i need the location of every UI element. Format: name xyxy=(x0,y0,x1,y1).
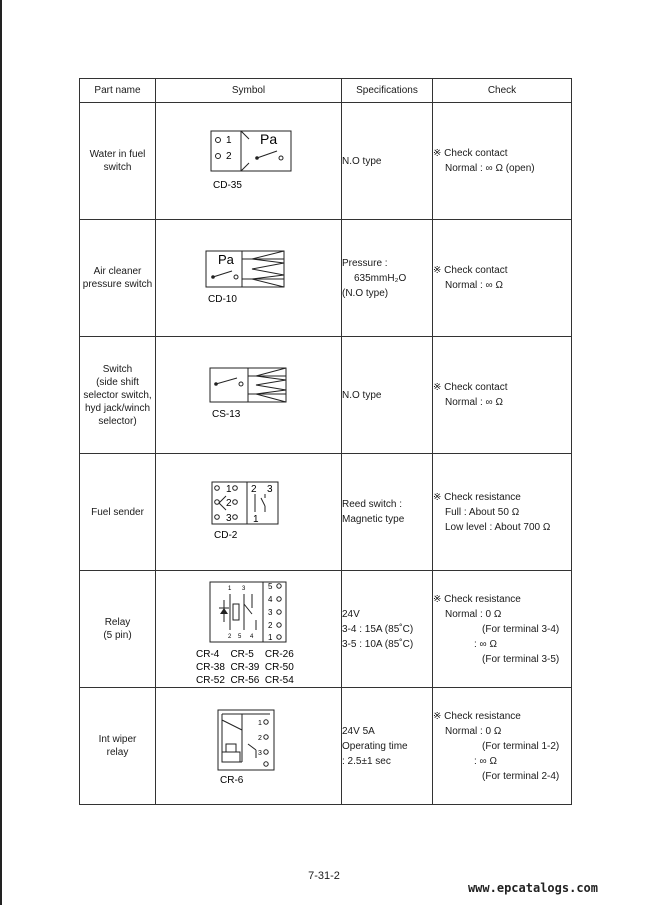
pressure-label: Pa xyxy=(218,252,234,267)
part-name-cell xyxy=(80,571,156,688)
connector-code: CR-6 xyxy=(220,775,244,786)
connector-code: CD-2 xyxy=(214,530,238,541)
check-line: ※ Check contact xyxy=(433,382,508,393)
spec-line: 24V xyxy=(342,608,360,620)
pin-label: 2 xyxy=(226,151,232,162)
pin-label: 2 xyxy=(226,498,232,509)
fuel-sender-symbol xyxy=(156,480,342,544)
pin-label: 1 xyxy=(253,514,259,525)
symbol-cell xyxy=(156,103,342,220)
check-cell xyxy=(433,688,572,805)
check-line: Normal : ∞ Ω xyxy=(445,397,503,408)
part-name-cell xyxy=(80,688,156,805)
check-cell xyxy=(433,454,572,571)
pin-label: 1 xyxy=(268,633,273,642)
pin-label: 2 xyxy=(251,484,257,495)
symbol-cell xyxy=(156,337,342,454)
spec-line: 3-5 : 10A (85˚C) xyxy=(342,638,414,650)
page-number: 7-31-2 xyxy=(308,870,340,882)
check-line: Normal : ∞ Ω xyxy=(445,280,503,291)
spec-line: Pressure : xyxy=(342,257,388,269)
part-name-line: Int wiper xyxy=(98,734,137,745)
check-line: (For terminal 3-4) xyxy=(482,623,560,635)
connector-code: CR-4 CR-5 CR-26 xyxy=(196,649,294,660)
spec-cell xyxy=(342,454,433,571)
symbol-cell xyxy=(156,454,342,571)
check-line: Low level : About 700 Ω xyxy=(445,521,551,533)
check-line: Full : About 50 Ω xyxy=(445,506,520,518)
spec-line: N.O type xyxy=(342,389,382,401)
part-name-line: selector switch, xyxy=(83,389,152,401)
pin-label: 4 xyxy=(250,634,254,640)
header-part-name: Part name xyxy=(80,79,156,103)
spec-line: 635mmH₂O xyxy=(354,272,407,284)
spec-cell xyxy=(342,571,433,688)
pin-label: 5 xyxy=(238,634,242,640)
symbol-cell xyxy=(156,571,342,688)
component-spec-table xyxy=(79,78,572,805)
air-cleaner-switch-symbol xyxy=(156,247,342,309)
pin-label: 2 xyxy=(258,735,262,742)
part-name-cell xyxy=(80,454,156,571)
part-name-line: Air cleaner xyxy=(93,266,142,277)
check-line: (For terminal 3-5) xyxy=(482,653,560,665)
spec-line: 3-4 : 15A (85˚C) xyxy=(342,623,414,635)
connector-code: CD-10 xyxy=(208,294,237,305)
check-cell xyxy=(433,337,572,454)
part-name-line: (5 pin) xyxy=(103,630,132,641)
check-line: Normal : ∞ Ω (open) xyxy=(445,163,535,174)
pin-label: 1 xyxy=(258,720,262,727)
check-line: : ∞ Ω xyxy=(474,755,497,767)
check-cell xyxy=(433,220,572,337)
check-line: ※ Check contact xyxy=(433,148,508,159)
table-row xyxy=(80,454,572,571)
relay-5pin-symbol xyxy=(156,574,342,684)
spec-line: Reed switch : xyxy=(342,499,403,510)
pin-label: 3 xyxy=(268,608,273,617)
spec-line: Operating time xyxy=(342,740,408,752)
check-line: ※ Check resistance xyxy=(433,593,521,605)
pin-label: 1 xyxy=(226,484,232,495)
table-header-row xyxy=(80,79,572,103)
part-name-line: hyd jack/winch xyxy=(84,402,151,414)
pin-label: 1 xyxy=(226,135,232,146)
pin-label: 3 xyxy=(226,513,232,524)
part-name-line: (side shift xyxy=(96,376,139,388)
page-edge-line xyxy=(0,0,2,905)
table-row xyxy=(80,571,572,688)
check-cell xyxy=(433,103,572,220)
pin-label: 2 xyxy=(268,621,273,630)
part-name-cell xyxy=(80,103,156,220)
check-line: : ∞ Ω xyxy=(474,638,497,650)
connector-code: CR-38 CR-39 CR-50 xyxy=(196,662,294,673)
connector-code: CR-52 CR-56 CR-54 xyxy=(196,675,294,684)
spec-cell xyxy=(342,103,433,220)
connector-code: CS-13 xyxy=(212,409,241,420)
spec-cell xyxy=(342,220,433,337)
watermark: www.epcatalogs.com xyxy=(467,881,598,895)
connector-code: CD-35 xyxy=(213,180,242,191)
pin-label: 2 xyxy=(228,634,232,640)
check-line: Normal : 0 Ω xyxy=(445,725,502,737)
table-row xyxy=(80,220,572,337)
spec-cell xyxy=(342,337,433,454)
spec-cell xyxy=(342,688,433,805)
water-in-fuel-switch-symbol xyxy=(156,126,342,196)
header-check: Check xyxy=(433,79,572,103)
pressure-label: Pa xyxy=(260,131,278,147)
check-line: (For terminal 1-2) xyxy=(482,740,560,752)
part-name-line: Water in fuel xyxy=(89,149,146,160)
symbol-cell xyxy=(156,688,342,805)
symbol-cell xyxy=(156,220,342,337)
check-line: ※ Check contact xyxy=(433,265,508,276)
part-name-line: relay xyxy=(106,747,129,758)
pin-label: 3 xyxy=(267,484,273,495)
pin-label: 3 xyxy=(258,750,262,757)
pin-label: 4 xyxy=(268,595,273,604)
selector-switch-symbol xyxy=(156,364,342,426)
header-symbol: Symbol xyxy=(156,79,342,103)
check-cell xyxy=(433,571,572,688)
spec-line: 24V 5A xyxy=(342,725,375,737)
wiper-relay-symbol xyxy=(156,704,342,788)
part-name-cell xyxy=(80,337,156,454)
part-name-line: selector) xyxy=(98,415,137,427)
check-line: ※ Check resistance xyxy=(433,491,521,503)
table-row xyxy=(80,337,572,454)
part-name-line: Relay xyxy=(104,617,131,628)
pin-label: 3 xyxy=(242,586,246,592)
part-name-line: Switch xyxy=(102,363,133,375)
check-line: ※ Check resistance xyxy=(433,710,521,722)
part-name-line: pressure switch xyxy=(82,279,153,290)
spec-line: Magnetic type xyxy=(342,514,405,525)
pin-label: 1 xyxy=(228,586,232,592)
part-name-cell xyxy=(80,220,156,337)
part-name-line: Fuel sender xyxy=(91,506,144,518)
spec-line: N.O type xyxy=(342,155,382,167)
header-specifications: Specifications xyxy=(342,79,433,103)
pin-label: 5 xyxy=(268,582,273,591)
spec-line: (N.O type) xyxy=(342,287,389,299)
part-name-line: switch xyxy=(103,162,132,173)
check-line: (For terminal 2-4) xyxy=(482,770,560,782)
check-line: Normal : 0 Ω xyxy=(445,608,502,620)
table-row xyxy=(80,103,572,220)
table-row xyxy=(80,688,572,805)
spec-line: : 2.5±1 sec xyxy=(342,755,391,767)
